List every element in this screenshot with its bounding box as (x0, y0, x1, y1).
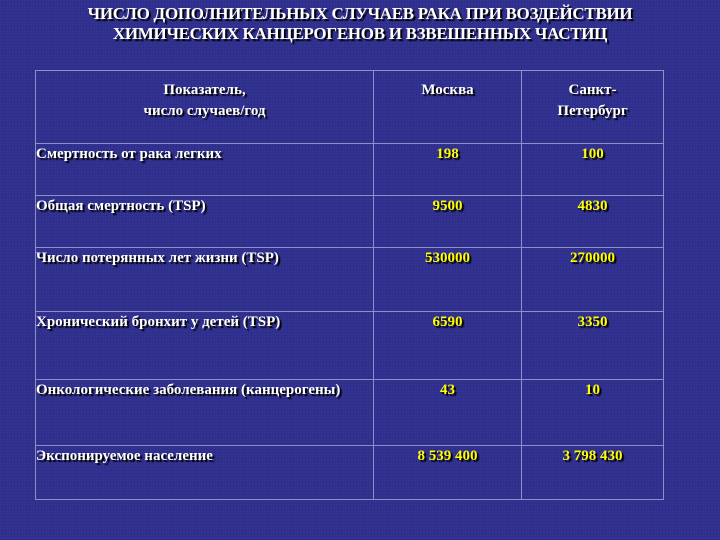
header-spb-line-1: Санкт- (568, 82, 617, 98)
row-value-spb: 4830 (522, 196, 664, 248)
header-indicator-line-2: число случаев/год (143, 103, 266, 119)
row-value-spb: 100 (522, 144, 664, 196)
header-spb-line-2: Петербург (557, 103, 628, 119)
row-label: Смертность от рака легких (36, 144, 374, 196)
table-header-row (36, 71, 664, 144)
row-label: Экспонируемое население (36, 446, 374, 500)
row-label: Число потерянных лет жизни (TSP) (36, 248, 374, 312)
table-row (36, 446, 664, 500)
row-value-spb: 10 (522, 380, 664, 446)
row-value-moscow: 6590 (374, 312, 522, 380)
cancer-cases-table (35, 70, 664, 500)
row-value-moscow: 198 (374, 144, 522, 196)
table-row (36, 144, 664, 196)
row-value-moscow: 530000 (374, 248, 522, 312)
table-row (36, 312, 664, 380)
slide-title-line-2: ХИМИЧЕСКИХ КАНЦЕРОГЕНОВ И ВЗВЕШЕННЫХ ЧАСТИЦ (112, 24, 608, 43)
table-row (36, 196, 664, 248)
row-label: Онкологические заболевания (канцерогены) (36, 380, 374, 446)
table-row (36, 380, 664, 446)
table-row (36, 248, 664, 312)
row-value-spb: 3350 (522, 312, 664, 380)
slide-title (0, 4, 720, 44)
row-value-spb: 3 798 430 (522, 446, 664, 500)
row-value-moscow: 8 539 400 (374, 446, 522, 500)
row-value-spb: 270000 (522, 248, 664, 312)
row-label: Общая смертность (TSP) (36, 196, 374, 248)
row-value-moscow: 43 (374, 380, 522, 446)
slide-title-line-1: ЧИСЛО ДОПОЛНИТЕЛЬНЫХ СЛУЧАЕВ РАКА ПРИ ВОЗДЕЙСТВИИ (87, 4, 633, 23)
row-value-moscow: 9500 (374, 196, 522, 248)
header-indicator (36, 71, 374, 144)
header-spb (522, 71, 664, 144)
header-moscow: Москва (374, 71, 522, 144)
row-label: Хронический бронхит у детей (TSP) (36, 312, 374, 380)
header-indicator-line-1: Показатель, (163, 82, 246, 98)
